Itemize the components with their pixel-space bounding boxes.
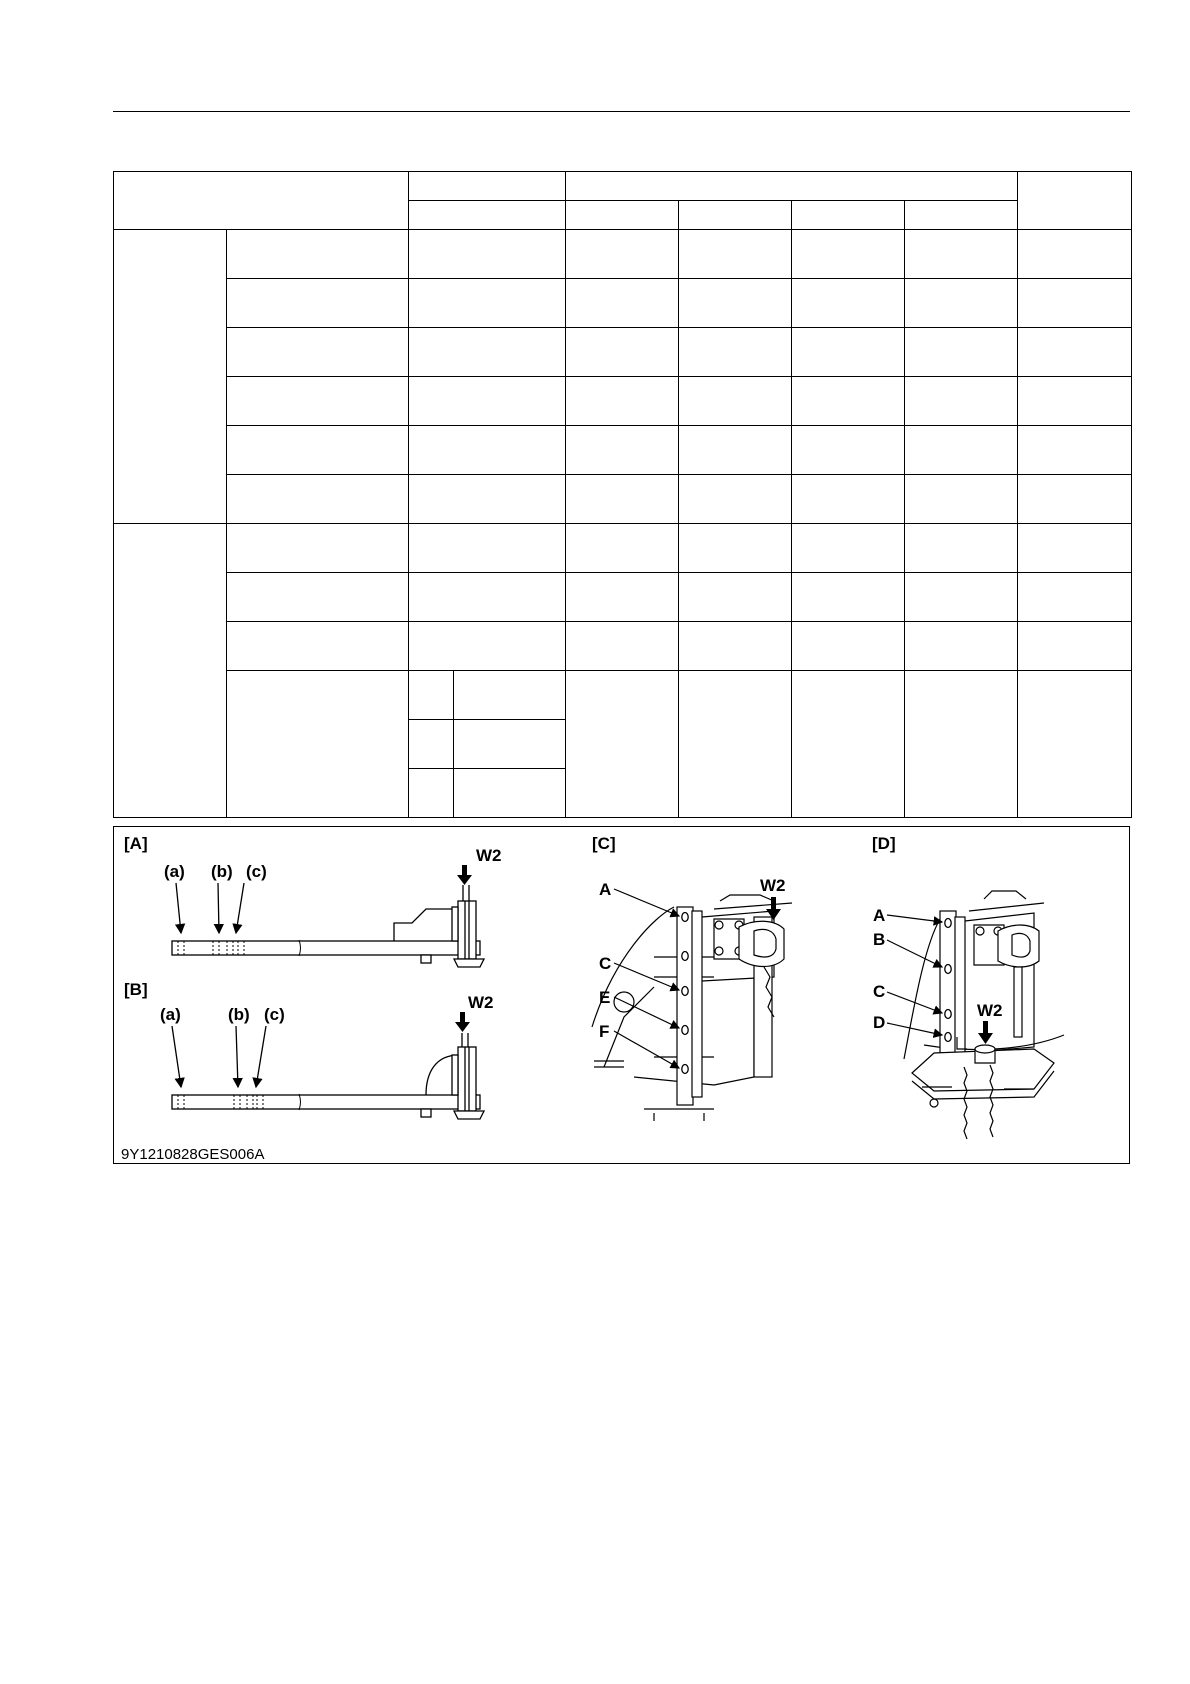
hole-c-label: (c)	[246, 862, 267, 881]
weight-arrow-b	[455, 1012, 470, 1032]
weight-label-c: W2	[760, 876, 786, 895]
hole-a-label: (a)	[164, 862, 185, 881]
table-row	[114, 573, 1132, 622]
weight-arrow-d	[978, 1021, 993, 1044]
panel-b-label: [B]	[124, 980, 148, 999]
table-row	[114, 524, 1132, 573]
weight-label-d: W2	[977, 1001, 1003, 1020]
figure-drawings	[114, 827, 1131, 1165]
table-row	[114, 671, 1132, 720]
panel-d-label: [D]	[872, 834, 896, 853]
figure-code: 9Y1210828GES006A	[121, 1146, 265, 1163]
hitch-c-drawing	[592, 895, 792, 1121]
point-c-f-label: F	[599, 1022, 610, 1041]
table-header-cell	[114, 172, 409, 230]
header-rule	[113, 111, 1130, 112]
weight-label-b: W2	[468, 993, 494, 1012]
table-row	[114, 377, 1132, 426]
table-header-cell	[566, 172, 1018, 201]
group-cell	[114, 524, 227, 818]
panel-a-label: [A]	[124, 834, 148, 853]
table-header-cell	[679, 201, 792, 230]
table-header-cell	[566, 201, 679, 230]
table-row	[114, 426, 1132, 475]
table-row	[114, 475, 1132, 524]
table-header-cell	[409, 172, 566, 201]
point-c-c-label: C	[599, 954, 612, 973]
hole-b-label: (b)	[211, 862, 233, 881]
table-row	[114, 230, 1132, 279]
point-c-e-label: E	[599, 988, 611, 1007]
weight-label-a: W2	[476, 846, 502, 865]
table-header-cell	[792, 201, 905, 230]
table-row	[114, 279, 1132, 328]
table-header-cell	[409, 201, 566, 230]
point-d-d-label: D	[873, 1013, 886, 1032]
figure-box	[113, 826, 1130, 1164]
point-d-c-label: C	[873, 982, 886, 1001]
table-row	[114, 328, 1132, 377]
table-header-cell	[905, 201, 1018, 230]
point-d-b-label: B	[873, 930, 886, 949]
hole-a-label-b: (a)	[160, 1005, 181, 1024]
hole-c-label-b: (c)	[264, 1005, 285, 1024]
hole-b-label-b: (b)	[228, 1005, 250, 1024]
table-row	[114, 622, 1132, 671]
point-d-a-label: A	[873, 906, 886, 925]
drawbar-b-drawing	[172, 1026, 484, 1119]
panel-c-label: [C]	[592, 834, 616, 853]
point-c-a-label: A	[599, 880, 612, 899]
drawbar-a-drawing	[172, 883, 484, 967]
weight-arrow-a	[457, 865, 472, 885]
leader-lines-c	[614, 889, 679, 1068]
group-cell	[114, 230, 227, 524]
table-header-cell	[1018, 172, 1132, 230]
spec-table	[113, 171, 1132, 818]
